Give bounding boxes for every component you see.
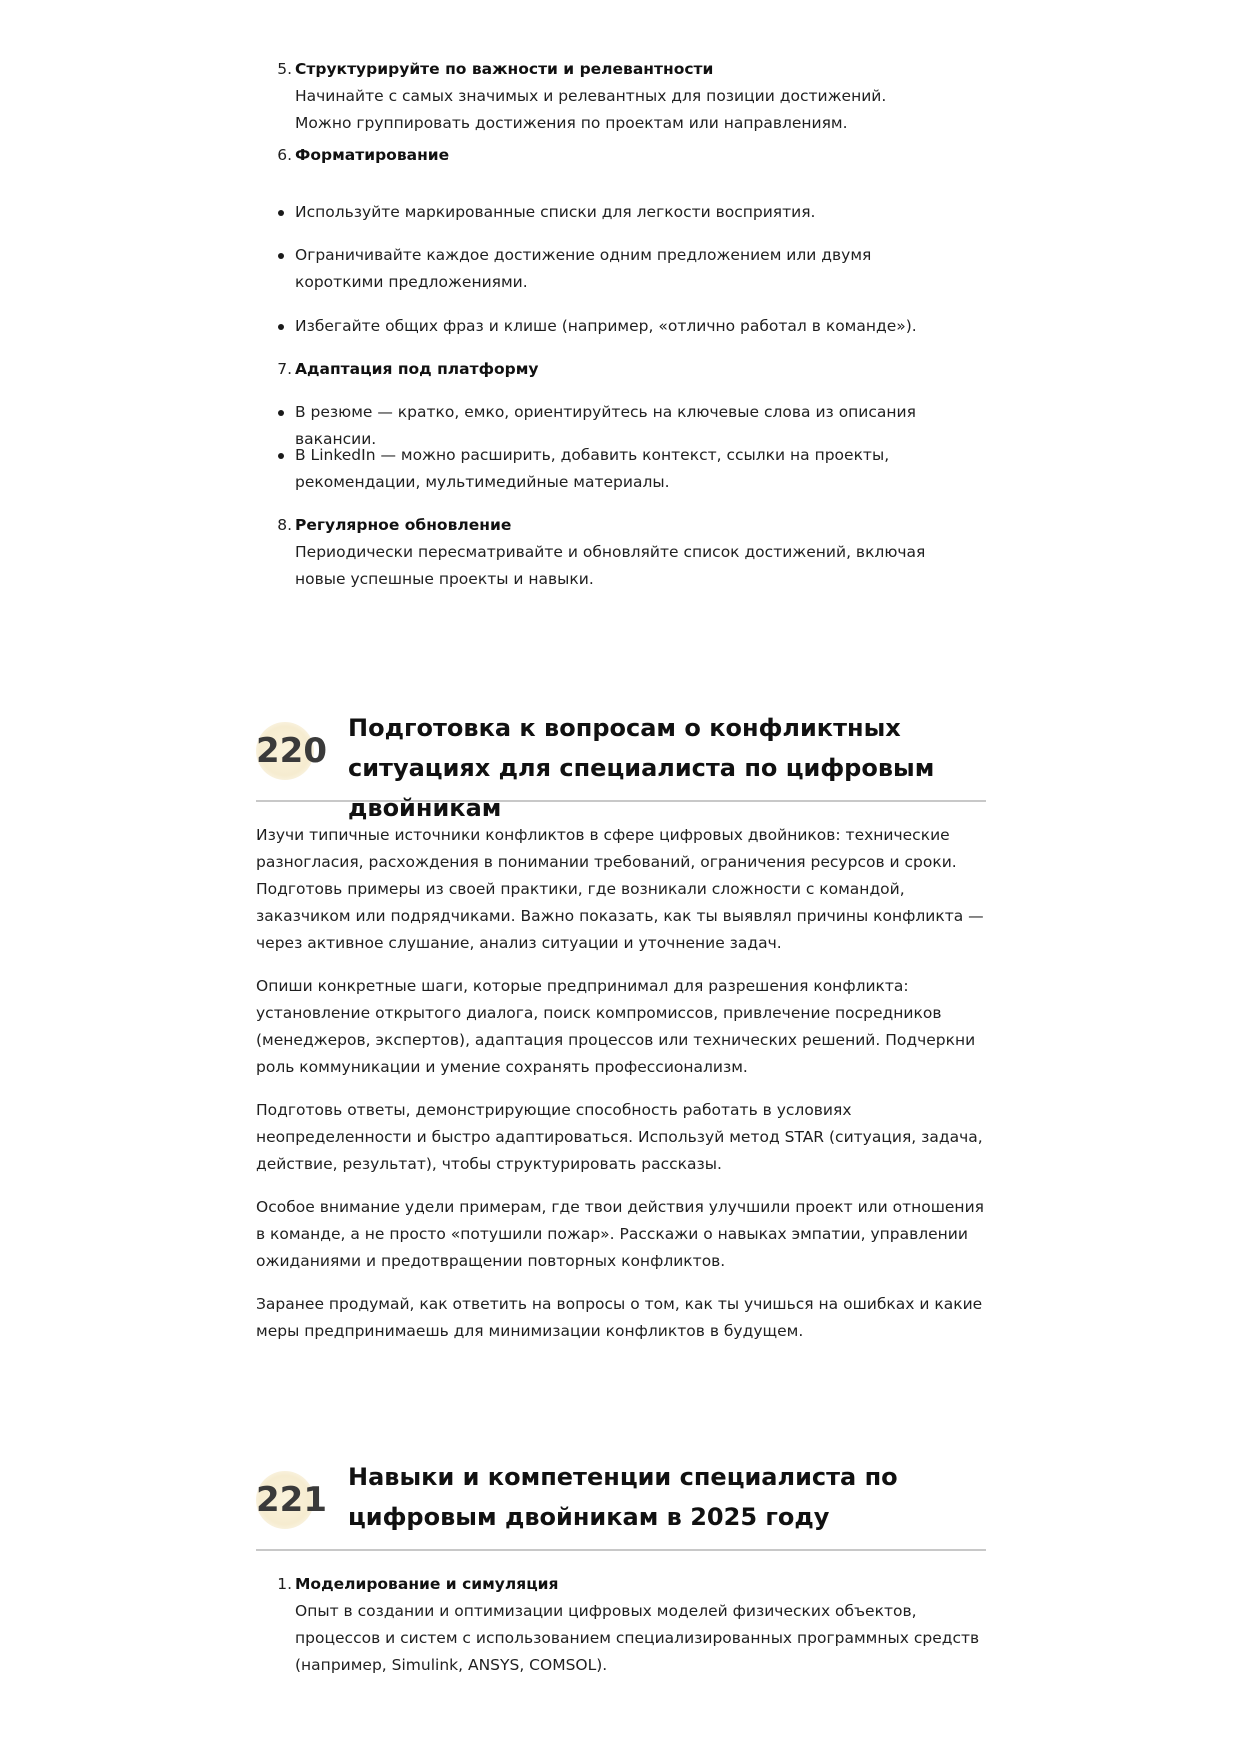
list-item-title: Моделирование и симуляция [295, 1575, 559, 1593]
list-item-7 [277, 356, 975, 383]
list-number: 7. [277, 360, 292, 378]
bullet-icon [278, 453, 284, 459]
bullet-text: В резюме — кратко, емко, ориентируйтесь на ключевые слова из описания вакансии. [295, 403, 916, 448]
paragraph: Изучи типичные источники конфликтов в сфере цифровых двойников: технические разногласия, расхождения в понимании требований, ограничения ресурсов и сроки. Подготовь примеры из своей практики, где возникали сложности с командой, заказчиком или подрядчиками. Важно показать, как ты выявлял причины конфликта — через активное слушание, анализ ситуации и уточнение задач. [256, 826, 984, 952]
bullet-item [295, 313, 975, 340]
section-title: Подготовка к вопросам о конфликтных ситуациях для специалиста по цифровым двойникам [348, 714, 935, 822]
paragraph: Заранее продумай, как ответить на вопросы о том, как ты учишься на ошибках и какие меры предпринимаешь для минимизации конфликтов в будущем. [256, 1295, 983, 1340]
bullet-item [295, 199, 975, 226]
list-number: 8. [277, 516, 292, 534]
list-item-5 [277, 56, 975, 137]
bullet-text: Избегайте общих фраз и клише (например, «отлично работал в команде»). [295, 317, 917, 335]
bullet-icon [278, 210, 284, 216]
paragraph: Опиши конкретные шаги, которые предпринимал для разрешения конфликта: установление открытого диалога, поиск компромиссов, привлечение посредников (менеджеров, экспертов), адаптация процессов или технических решений. Подчеркни роль коммуникации и умение сохранять профессионализм. [256, 977, 976, 1076]
list-number: 6. [277, 146, 292, 164]
list-item-title: Адаптация под платформу [295, 360, 539, 378]
list-item-text: Периодически пересматривайте и обновляйте список достижений, включая новые успешные проекты и навыки. [295, 543, 926, 588]
section-header-221 [256, 1457, 986, 1551]
list-item-title: Форматирование [295, 146, 450, 164]
section-title: Навыки и компетенции специалиста по цифровым двойникам в 2025 году [348, 1463, 898, 1531]
list-item-text: Опыт в создании и оптимизации цифровых моделей физических объектов, процессов и систем с использованием специализированных программных средств (например, Simulink, ANSYS, COMSOL). [295, 1602, 980, 1674]
bullet-icon [278, 324, 284, 330]
list-item-title: Регулярное обновление [295, 516, 512, 534]
list-item-6 [277, 142, 975, 169]
list-item-text: Начинайте с самых значимых и релевантных для позиции достижений. Можно группировать достижения по проектам или направлениям. [295, 87, 887, 132]
bullet-icon [278, 253, 284, 259]
bullet-text: В LinkedIn — можно расширить, добавить контекст, ссылки на проекты, рекомендации, мультимедийные материалы. [295, 446, 890, 491]
bullet-icon [278, 410, 284, 416]
list-number: 5. [277, 60, 292, 78]
bullet-text: Ограничивайте каждое достижение одним предложением или двумя короткими предложениями. [295, 246, 872, 291]
paragraph: Подготовь ответы, демонстрирующие способность работать в условиях неопределенности и быстро адаптироваться. Используй метод STAR (ситуация, задача, действие, результат), чтобы структурировать рассказы. [256, 1101, 983, 1173]
bullet-item [295, 242, 975, 296]
bullet-item [295, 442, 975, 496]
section-header-220 [256, 708, 986, 822]
section-number: 220 [256, 722, 314, 780]
list-item-8 [277, 512, 975, 593]
bullet-text: Используйте маркированные списки для легкости восприятия. [295, 203, 816, 221]
list-number: 1. [277, 1575, 292, 1593]
list-item-1 [277, 1571, 980, 1679]
section-number: 221 [256, 1471, 314, 1529]
list-item-title: Структурируйте по важности и релевантности [295, 60, 714, 78]
paragraph: Особое внимание удели примерам, где твои действия улучшили проект или отношения в команде, а не просто «потушили пожар». Расскажи о навыках эмпатии, управлении ожиданиями и предотвращении повторных конфликтов. [256, 1198, 984, 1270]
